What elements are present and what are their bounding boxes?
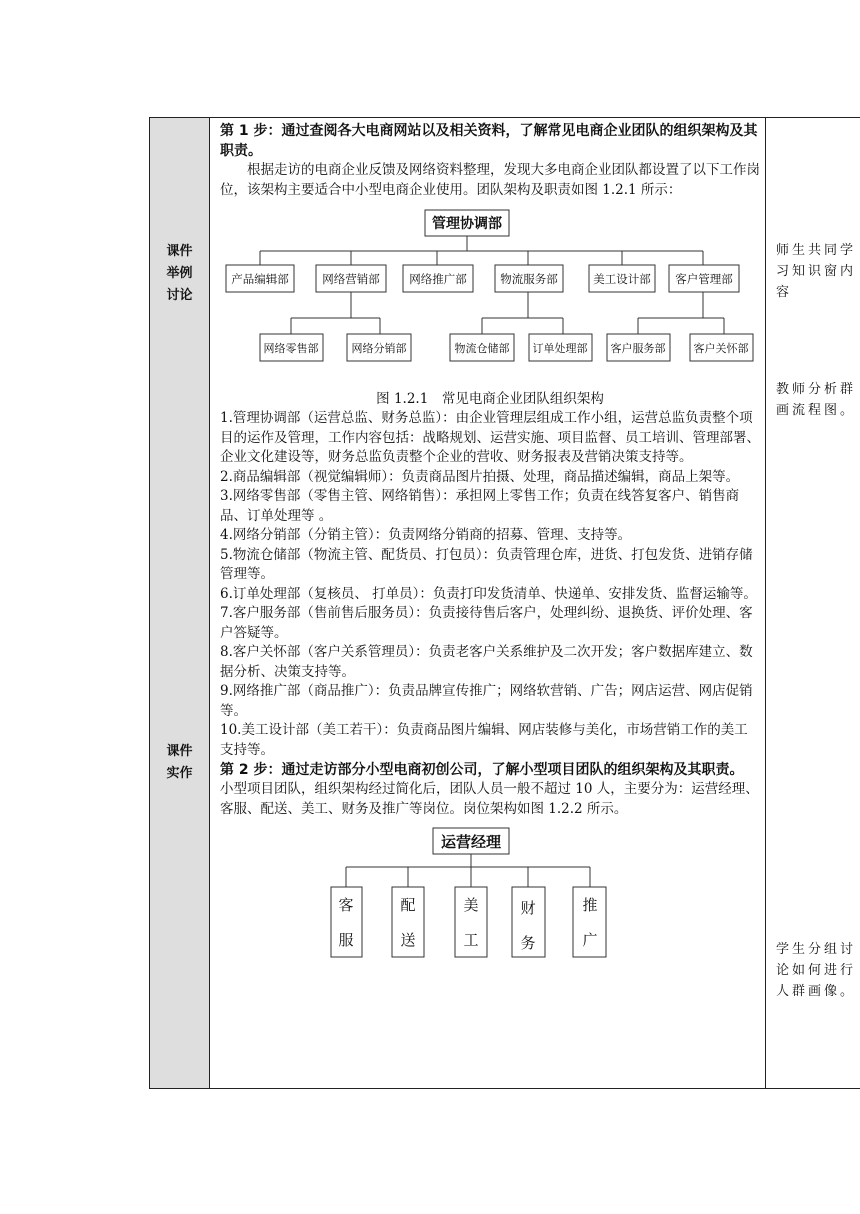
label-text: 课件: [166, 244, 193, 259]
org2-node-char: 广: [582, 931, 598, 949]
lesson-table: [149, 117, 860, 1089]
org1-node: 产品编辑部: [231, 272, 289, 286]
org1-root: 管理协调部: [432, 216, 502, 232]
note-1: 师生共同学习知识窗内容: [776, 243, 857, 300]
org2-node-char: 送: [400, 931, 416, 949]
label-text: 讨论: [166, 288, 193, 303]
step2-title: 第 2 步：通过走访部分小型电商初创公司，了解小型项目团队的组织架构及其职责。: [220, 762, 744, 778]
step2-paragraph: 小型项目团队，组织架构经过简化后，团队人员一般不超过 10 人，主要分为：运营经理、客服、配送、美工、财务及推广等岗位。岗位架构如图 1.2.2 所示。: [220, 781, 759, 817]
org1-node: 物流服务部: [500, 272, 558, 286]
org-chart-2: [220, 825, 780, 970]
duty-item: 9.网络推广部（商品推广）：负责品牌宣传推广；网络软营销、广告；网店运营、网店促销等。: [220, 683, 753, 719]
label-text: 课件: [166, 744, 193, 759]
duty-item: 10.美工设计部（美工若干）：负责商品图片编辑、网店装修与美化，市场营销工作的美工支持等。: [220, 722, 748, 758]
org1-node: 物流仓储部: [454, 342, 510, 355]
duty-item: 5.物流仓储部（物流主管、配货员、打包员）：负责管理仓库，进货、打包发货、进销存储管理等。: [220, 546, 753, 582]
duty-item: 6.订单处理部（复核员、 打单员）：负责打印发货清单、快递单、安排发货、监督运输等。: [220, 585, 757, 602]
org1-node: 网络推广部: [409, 272, 467, 286]
org1-node: 美工设计部: [593, 272, 651, 286]
duty-item: 7.客户服务部（售前售后服务员）：负责接待售后客户，处理纠纷、退换货、评价处理、客户答疑等。: [220, 605, 753, 641]
org1-node: 网络分销部: [351, 342, 407, 355]
duty-item: 2.商品编辑部（视觉编辑师）：负责商品图片拍摄、处理，商品描述编辑，商品上架等。: [220, 468, 740, 485]
org1-node: 订单处理部: [532, 342, 588, 355]
main-content: [220, 121, 760, 977]
org1-node: 网络零售部: [263, 342, 319, 355]
note-2: 教师分析群画流程图。: [776, 382, 857, 418]
org2-node-char: 服: [338, 931, 354, 949]
label-text: 举例: [166, 266, 193, 281]
org1-node: 客户关怀部: [693, 342, 749, 355]
org2-root: 运营经理: [440, 833, 502, 851]
org2-node-char: 美: [463, 896, 479, 914]
org1-node: 客户服务部: [610, 342, 666, 355]
org2-node-char: 工: [463, 931, 479, 949]
label-text: 实作: [166, 766, 193, 781]
duty-item: 4.网络分销部（分销主管）：负责网络分销商的招募、管理、支持等。: [220, 527, 632, 543]
org1-node: 客户管理部: [675, 272, 733, 286]
duty-item: 1.管理协调部（运营总监、财务总监）：由企业管理层组成工作小组，运营总监负责整个项目的运作及管理，工作内容包括：战略规划、运营实施、项目监督、员工培训、管理部署、企业文化建设等，财务总监负责整个企业的营收、财务报表及营销决策支持等。: [220, 410, 760, 465]
org-chart-1: [220, 208, 760, 383]
step1-title: 第 1 步：通过查阅各大电商网站以及相关资料，了解常见电商企业团队的组织架构及其职责。: [220, 123, 758, 159]
org2-node-char: 推: [582, 896, 598, 914]
label-column: [150, 118, 210, 1088]
note-3: 学生分组讨论如何进行人群画像。: [776, 942, 857, 999]
org2-node-char: 务: [520, 934, 536, 952]
org2-node-char: 配: [400, 896, 416, 914]
org2-node-char: 财: [520, 899, 536, 917]
duty-item: 8.客户关怀部（客户关系管理员）：负责老客户关系维护及二次开发；客户数据库建立、数据分析、决策支持等。: [220, 644, 753, 680]
intro-paragraph: 根据走访的电商企业反馈及网络资料整理，发现大多电商企业团队都设置了以下工作岗位，该架构主要适合中小型电商企业使用。团队架构及职责如图 1.2.1 所示：: [220, 162, 760, 198]
org2-node-char: 客: [338, 896, 354, 914]
label-practice: [150, 741, 209, 785]
org1-node: 网络营销部: [322, 272, 380, 286]
duty-item: 3.网络零售部（零售主管、网络销售）：承担网上零售工作；负责在线答复客户、销售商品、订单处理等 。: [220, 488, 740, 524]
label-discussion: [150, 241, 209, 307]
figure-caption-1: 图 1.2.1 常见电商企业团队组织架构: [376, 390, 604, 407]
